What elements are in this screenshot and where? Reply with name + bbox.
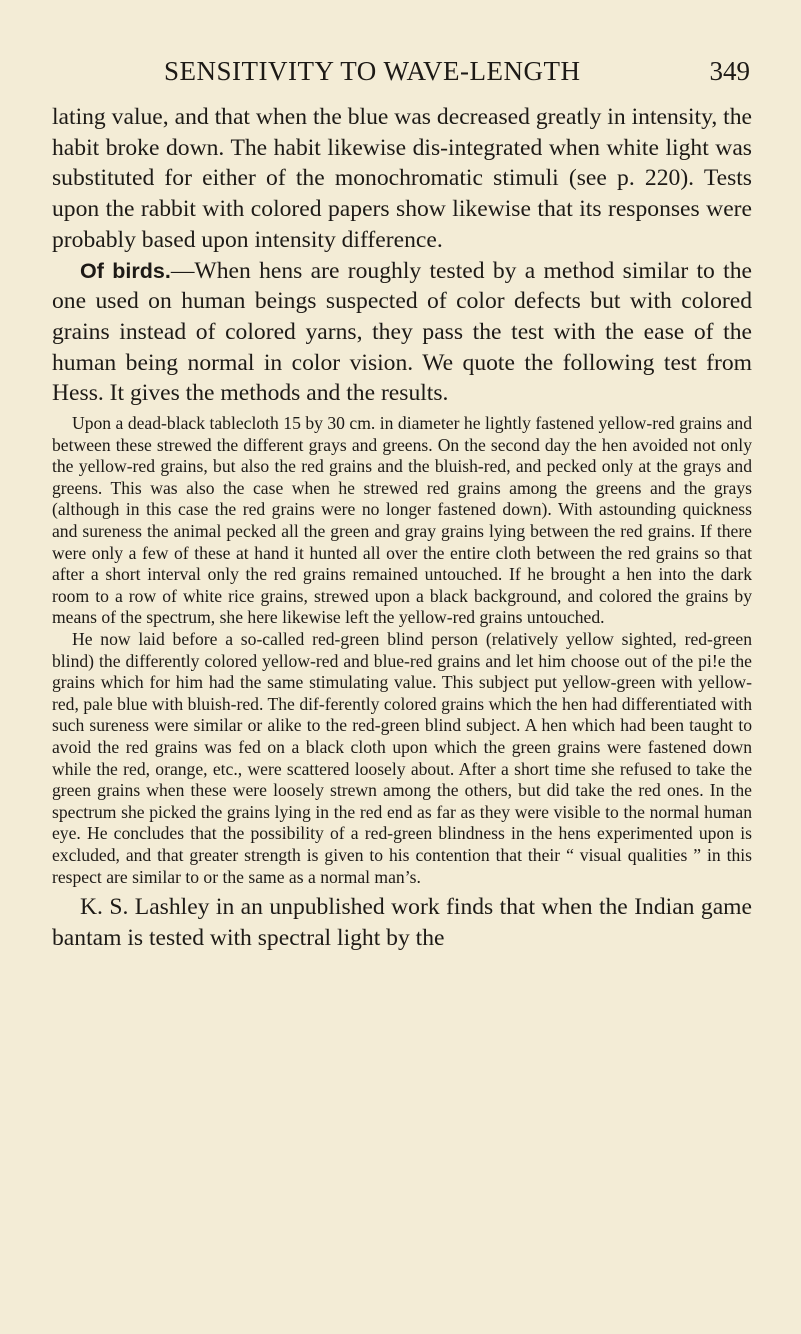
body-text (52, 102, 752, 954)
paragraph-of-birds (52, 256, 752, 410)
quote-paragraph-1: Upon a dead-black tablecloth 15 by 30 cm. in diameter he lightly fastened yellow-red grains and between these strewed the different grays and greens. On the second day the hen avoided not only the yellow-red grains, but also the red grains and the bluish-red, and pecked only at the grays and greens. This was also the case when he strewed red grains among the greens and the grays (although in this case the red grains were no longer fastened down). With astounding quickness and sureness the animal pecked all the green and gray grains lying between the red grains. If there were only a few of these at hand it hunted all over the entire cloth between the red grains so that after a short interval only the red grains remained untouched. If he brought a hen into the dark room to a row of white rice grains, strewed upon a black background, and colored the grains by means of the spectrum, she here likewise left the yellow-red grains untouched. (52, 413, 752, 628)
page-number: 349 (709, 56, 750, 86)
book-page (52, 56, 752, 954)
running-title: SENSITIVITY TO WAVE-LENGTH (164, 56, 581, 86)
block-quote (52, 413, 752, 888)
section-heading-of-birds: Of birds. (80, 258, 171, 283)
running-head (52, 56, 752, 96)
paragraph-of-birds-text: —When hens are roughly tested by a method similar to the one used on human beings suspected of color defects but with colored grains instead of colored yarns, they pass the test with the ease of the human being normal in color vision. We quote the following test from Hess. It gives the methods and the results. (52, 257, 752, 407)
paragraph-lashley: K. S. Lashley in an unpublished work finds that when the Indian game bantam is tested with spectral light by the (52, 894, 752, 951)
paragraph-continuation: lating value, and that when the blue was decreased greatly in intensity, the habit broke down. The habit likewise dis-integrated when white light was substituted for either of the monochromatic stimuli (see p. 220). Tests upon the rabbit with colored papers show likewise that its responses were probably based upon intensity difference. (52, 104, 752, 253)
quote-paragraph-2: He now laid before a so-called red-green blind person (relatively yellow sighted, red-green blind) the differently colored yellow-red and blue-red grains and let him choose out of the pi!e the grains which for him had the same stimulating value. This subject put yellow-green with yellow-red, pale blue with bluish-red. The dif-ferently colored grains which the hen had differentiated with such sureness were similar or alike to the red-green blind subject. A hen which had been taught to avoid the red grains was fed on a black cloth upon which the green grains were fastened down while the red, orange, etc., were scattered loosely about. After a short time she refused to take the green grains when these were loosely strewn among the others, but did take the red ones. In the spectrum she picked the grains lying in the red end as far as they were visible to the normal human eye. He concludes that the possibility of a red-green blindness in the hens experimented upon is excluded, and that greater strength is given to his contention that their “ visual qualities ” in this respect are similar to or the same as a normal man’s. (52, 628, 752, 887)
